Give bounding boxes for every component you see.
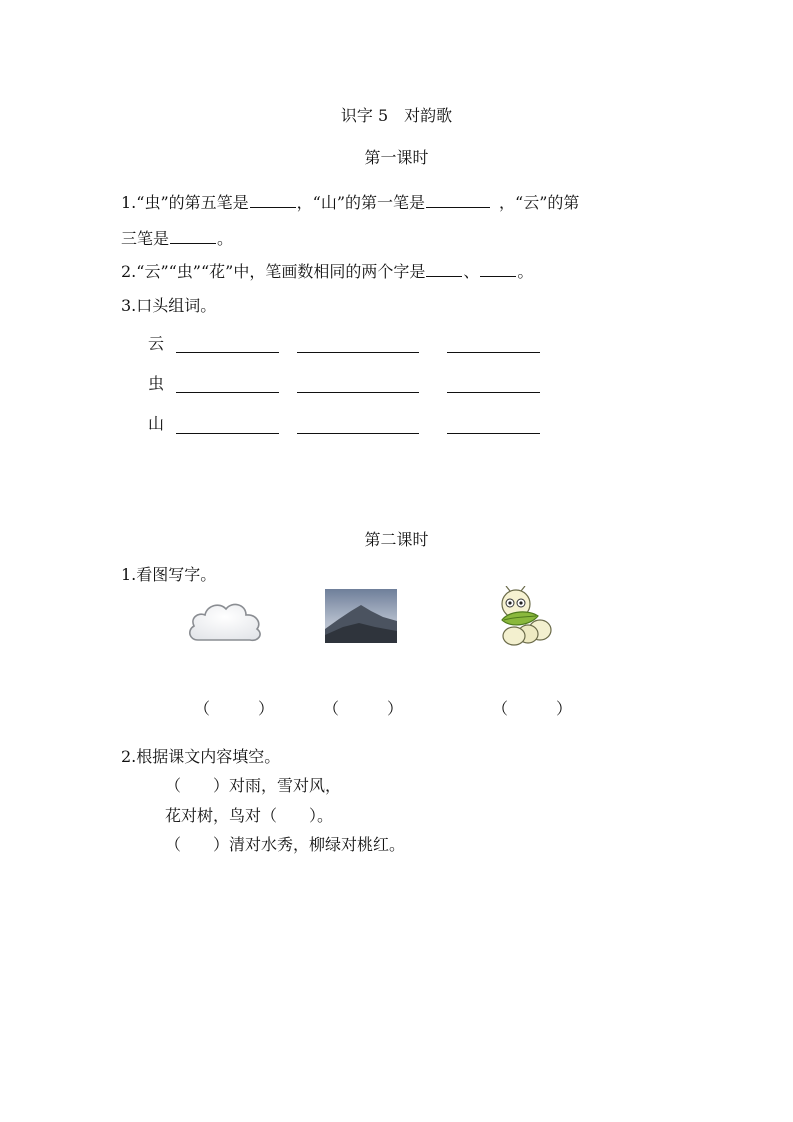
q1-text-c: ，“云”的第 <box>499 193 580 212</box>
cloud-icon <box>186 596 264 646</box>
q3-shan-blank-3[interactable] <box>447 433 540 434</box>
lesson1-q3-label: 3.口头组词。 <box>121 296 217 315</box>
write-char-paren-1[interactable]: （ ） <box>194 699 275 718</box>
lesson1-heading: 第一课时 <box>364 148 429 167</box>
lesson2-q1-label: 1.看图写字。 <box>121 565 217 584</box>
q3-yun-blank-1[interactable] <box>176 352 279 353</box>
q1-text-d: 三笔是 <box>121 229 170 248</box>
q3-chong-blank-3[interactable] <box>447 392 540 393</box>
q3-chong-blank-1[interactable] <box>176 392 279 393</box>
q3-yun-blank-2[interactable] <box>297 352 419 353</box>
q1-blank-1[interactable] <box>250 191 296 208</box>
lesson2-q2-label: 2.根据课文内容填空。 <box>121 747 281 766</box>
write-char-paren-3[interactable]: （ ） <box>492 699 573 718</box>
q3-char-yun: 云 <box>148 334 165 353</box>
lesson1-q2 <box>121 260 533 282</box>
page-title: 识字 5 对韵歌 <box>340 106 453 125</box>
lesson1-q1-line1 <box>121 191 579 213</box>
lesson2-q2-line3: （ ）清对水秀，柳绿对桃红。 <box>165 835 406 854</box>
write-char-paren-2[interactable]: （ ） <box>323 699 404 718</box>
q2-blank-2[interactable] <box>480 260 516 277</box>
lesson2-heading: 第二课时 <box>364 530 429 549</box>
q2-blank-1[interactable] <box>426 260 462 277</box>
q3-char-chong: 虫 <box>148 374 165 393</box>
q3-shan-blank-2[interactable] <box>297 433 419 434</box>
q3-shan-blank-1[interactable] <box>176 433 279 434</box>
q3-yun-blank-3[interactable] <box>447 352 540 353</box>
q2-text-a: 2.“云”“虫”“花”中，笔画数相同的两个字是 <box>121 262 426 281</box>
q1-text-b: ，“山”的第一笔是 <box>296 193 426 212</box>
q1-text-a: 1.“虫”的第五笔是 <box>121 193 249 212</box>
q1-text-e: 。 <box>217 229 234 248</box>
q2-text-b: 、 <box>463 262 480 281</box>
lesson2-q2-line1: （ ）对雨，雪对风， <box>165 776 342 795</box>
mountain-photo <box>325 589 397 643</box>
q1-blank-2[interactable] <box>426 191 490 208</box>
q1-blank-3[interactable] <box>170 227 216 244</box>
caterpillar-icon <box>494 586 558 648</box>
q3-chong-blank-2[interactable] <box>297 392 419 393</box>
q2-text-c: 。 <box>517 262 534 281</box>
lesson2-q2-line2: 花对树，鸟对（ ）。 <box>165 806 334 825</box>
q3-char-shan: 山 <box>148 414 165 433</box>
lesson1-q1-line2 <box>121 227 233 249</box>
